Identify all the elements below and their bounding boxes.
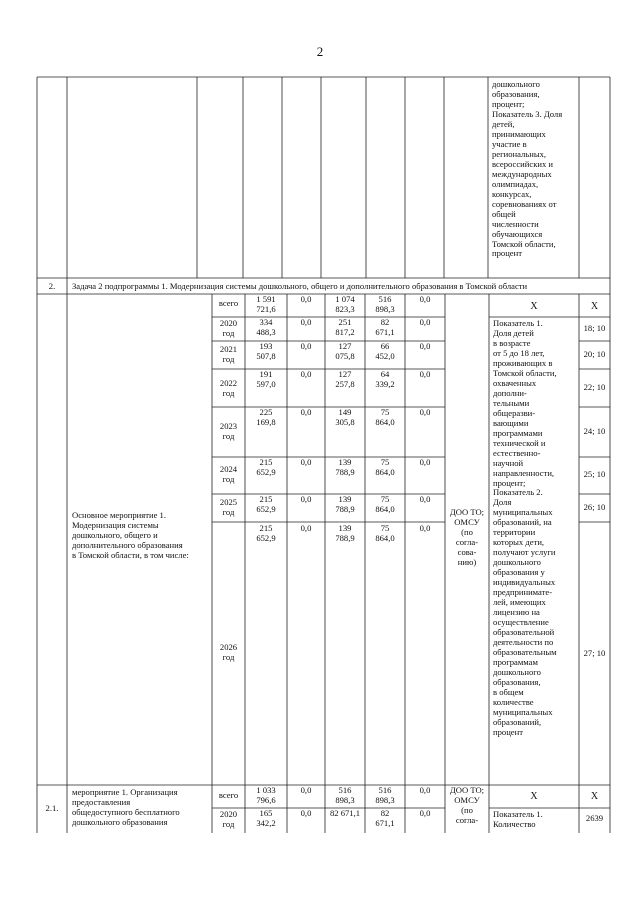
fed-cell: 0,0 <box>300 785 312 795</box>
event-2-1-number: 2.1. <box>45 803 59 813</box>
ext-cell: 0,0 <box>419 457 431 467</box>
reg-cell: 127 257,8 <box>335 369 355 389</box>
value-cell: 22; 10 <box>583 382 606 392</box>
event-2-1-indicator-text: Показатель 1. Количество <box>493 809 543 829</box>
year-cell: 2024 год <box>219 464 238 484</box>
total-cell: 334 488,3 <box>256 317 276 337</box>
main-event-name: Основное мероприятие 1. Модернизация системы дошкольного, общего и дополнительного образования в Томской области, в том числе: <box>72 510 189 560</box>
reg-cell: 1 074 823,3 <box>335 294 355 314</box>
ext-cell: 0,0 <box>419 341 431 351</box>
top-row-indicator-text: дошкольного образования, процент; Показатель 3. Доля детей, принимающих участие в региональных, всероссийских и международных олимпиадах, конкурсах, соревнованиях от общей численности обучающихся Томской области, процент <box>492 79 563 259</box>
event-2-1-name: мероприятие 1. Организация предоставления общедоступного бесплатного дошкольного образования <box>72 787 180 827</box>
value-cell: 27; 10 <box>583 648 606 658</box>
reg-cell: 127 075,8 <box>335 341 355 361</box>
total-cell: 1 033 796,6 <box>256 785 276 805</box>
fed-cell: 0,0 <box>300 294 312 304</box>
page-number: 2 <box>316 44 324 59</box>
year-cell: 2020 год <box>219 809 238 829</box>
task-number: 2. <box>48 281 56 291</box>
fed-cell: 0,0 <box>300 369 312 379</box>
ext-cell: 0,0 <box>419 785 431 795</box>
total-cell: 215 652,9 <box>256 457 276 477</box>
main-event-executor: ДОО ТО; ОМСУ (по согла- сова- нию) <box>449 507 485 567</box>
loc-cell: 82 671,1 <box>375 808 395 828</box>
total-cell: 225 169,8 <box>256 407 276 427</box>
loc-cell: 75 864,0 <box>375 457 395 477</box>
ext-cell: 0,0 <box>419 294 431 304</box>
total-cell: 215 652,9 <box>256 494 276 514</box>
fed-cell: 0,0 <box>300 317 312 327</box>
total-cell: 193 507,8 <box>256 341 276 361</box>
loc-cell: 82 671,1 <box>375 317 395 337</box>
main-event-value-header: Х <box>590 301 599 312</box>
year-cell: 2023 год <box>219 421 238 441</box>
total-cell: 1 591 721,6 <box>256 294 276 314</box>
ext-cell: 0,0 <box>419 407 431 417</box>
loc-cell: 516 898,3 <box>375 785 395 805</box>
reg-cell: 82 671,1 <box>329 808 361 818</box>
loc-cell: 75 864,0 <box>375 494 395 514</box>
main-event-indicator-text: Показатель 1. Доля детей в возрасте от 5 до 18 лет, проживающих в Томской области, охваченных дополни- тельными общеразви- вающими программами технической и естественно- научной направленности, процент; Показатель 2. Доля муниципальных образований, на территории которых дети, получают услуги дошкольного образования у индивидуальных предпринимате- лей, имеющих лицензию на осуществление образовательной деятельности по образовательным программам дошкольного образования, в общем количестве муниципальных образований, процент <box>493 318 557 737</box>
ext-cell: 0,0 <box>419 369 431 379</box>
total-cell: 191 597,0 <box>256 369 276 389</box>
loc-cell: 75 864,0 <box>375 407 395 427</box>
fed-cell: 0,0 <box>300 341 312 351</box>
year-cell: 2021 год <box>219 344 238 364</box>
year-cell: 2025 год <box>219 497 238 517</box>
fed-cell: 0,0 <box>300 407 312 417</box>
loc-cell: 516 898,3 <box>375 294 395 314</box>
main-event-indicator-header: Х <box>530 301 538 312</box>
task-title: Задача 2 подпрограммы 1. Модернизация системы дошкольного, общего и дополнительного образования в Томской области <box>72 281 528 291</box>
ext-cell: 0,0 <box>419 317 431 327</box>
ext-cell: 0,0 <box>419 523 431 533</box>
loc-cell: 75 864,0 <box>375 523 395 543</box>
reg-cell: 251 817,2 <box>335 317 355 337</box>
fed-cell: 0,0 <box>300 808 312 818</box>
fed-cell: 0,0 <box>300 457 312 467</box>
loc-cell: 66 452,0 <box>375 341 395 361</box>
total-cell: 215 652,9 <box>256 523 276 543</box>
value-cell: 20; 10 <box>583 349 606 359</box>
year-cell: всего <box>218 298 239 308</box>
value-cell: 26; 10 <box>583 502 606 512</box>
year-cell: всего <box>218 790 239 800</box>
fed-cell: 0,0 <box>300 523 312 533</box>
ext-cell: 0,0 <box>419 808 431 818</box>
event-2-1-value: 2639 <box>585 813 604 823</box>
year-cell: 2020 год <box>219 318 238 338</box>
value-cell: 24; 10 <box>583 426 606 436</box>
value-cell: 18; 10 <box>583 323 606 333</box>
fed-cell: 0,0 <box>300 494 312 504</box>
value-cell: 25; 10 <box>583 469 606 479</box>
event-2-1-indicator-header: Х <box>530 791 538 802</box>
year-cell: 2022 год <box>219 378 238 398</box>
reg-cell: 516 898,3 <box>335 785 355 805</box>
reg-cell: 149 305,8 <box>335 407 355 427</box>
year-cell: 2026 год <box>219 642 238 662</box>
reg-cell: 139 788,9 <box>335 457 355 477</box>
ext-cell: 0,0 <box>419 494 431 504</box>
event-2-1-value-header: Х <box>590 791 599 802</box>
loc-cell: 64 339,2 <box>375 369 395 389</box>
total-cell: 165 342,2 <box>256 808 276 828</box>
reg-cell: 139 788,9 <box>335 494 355 514</box>
event-2-1-executor: ДОО ТО; ОМСУ (по согла- <box>449 785 485 825</box>
reg-cell: 139 788,9 <box>335 523 355 543</box>
